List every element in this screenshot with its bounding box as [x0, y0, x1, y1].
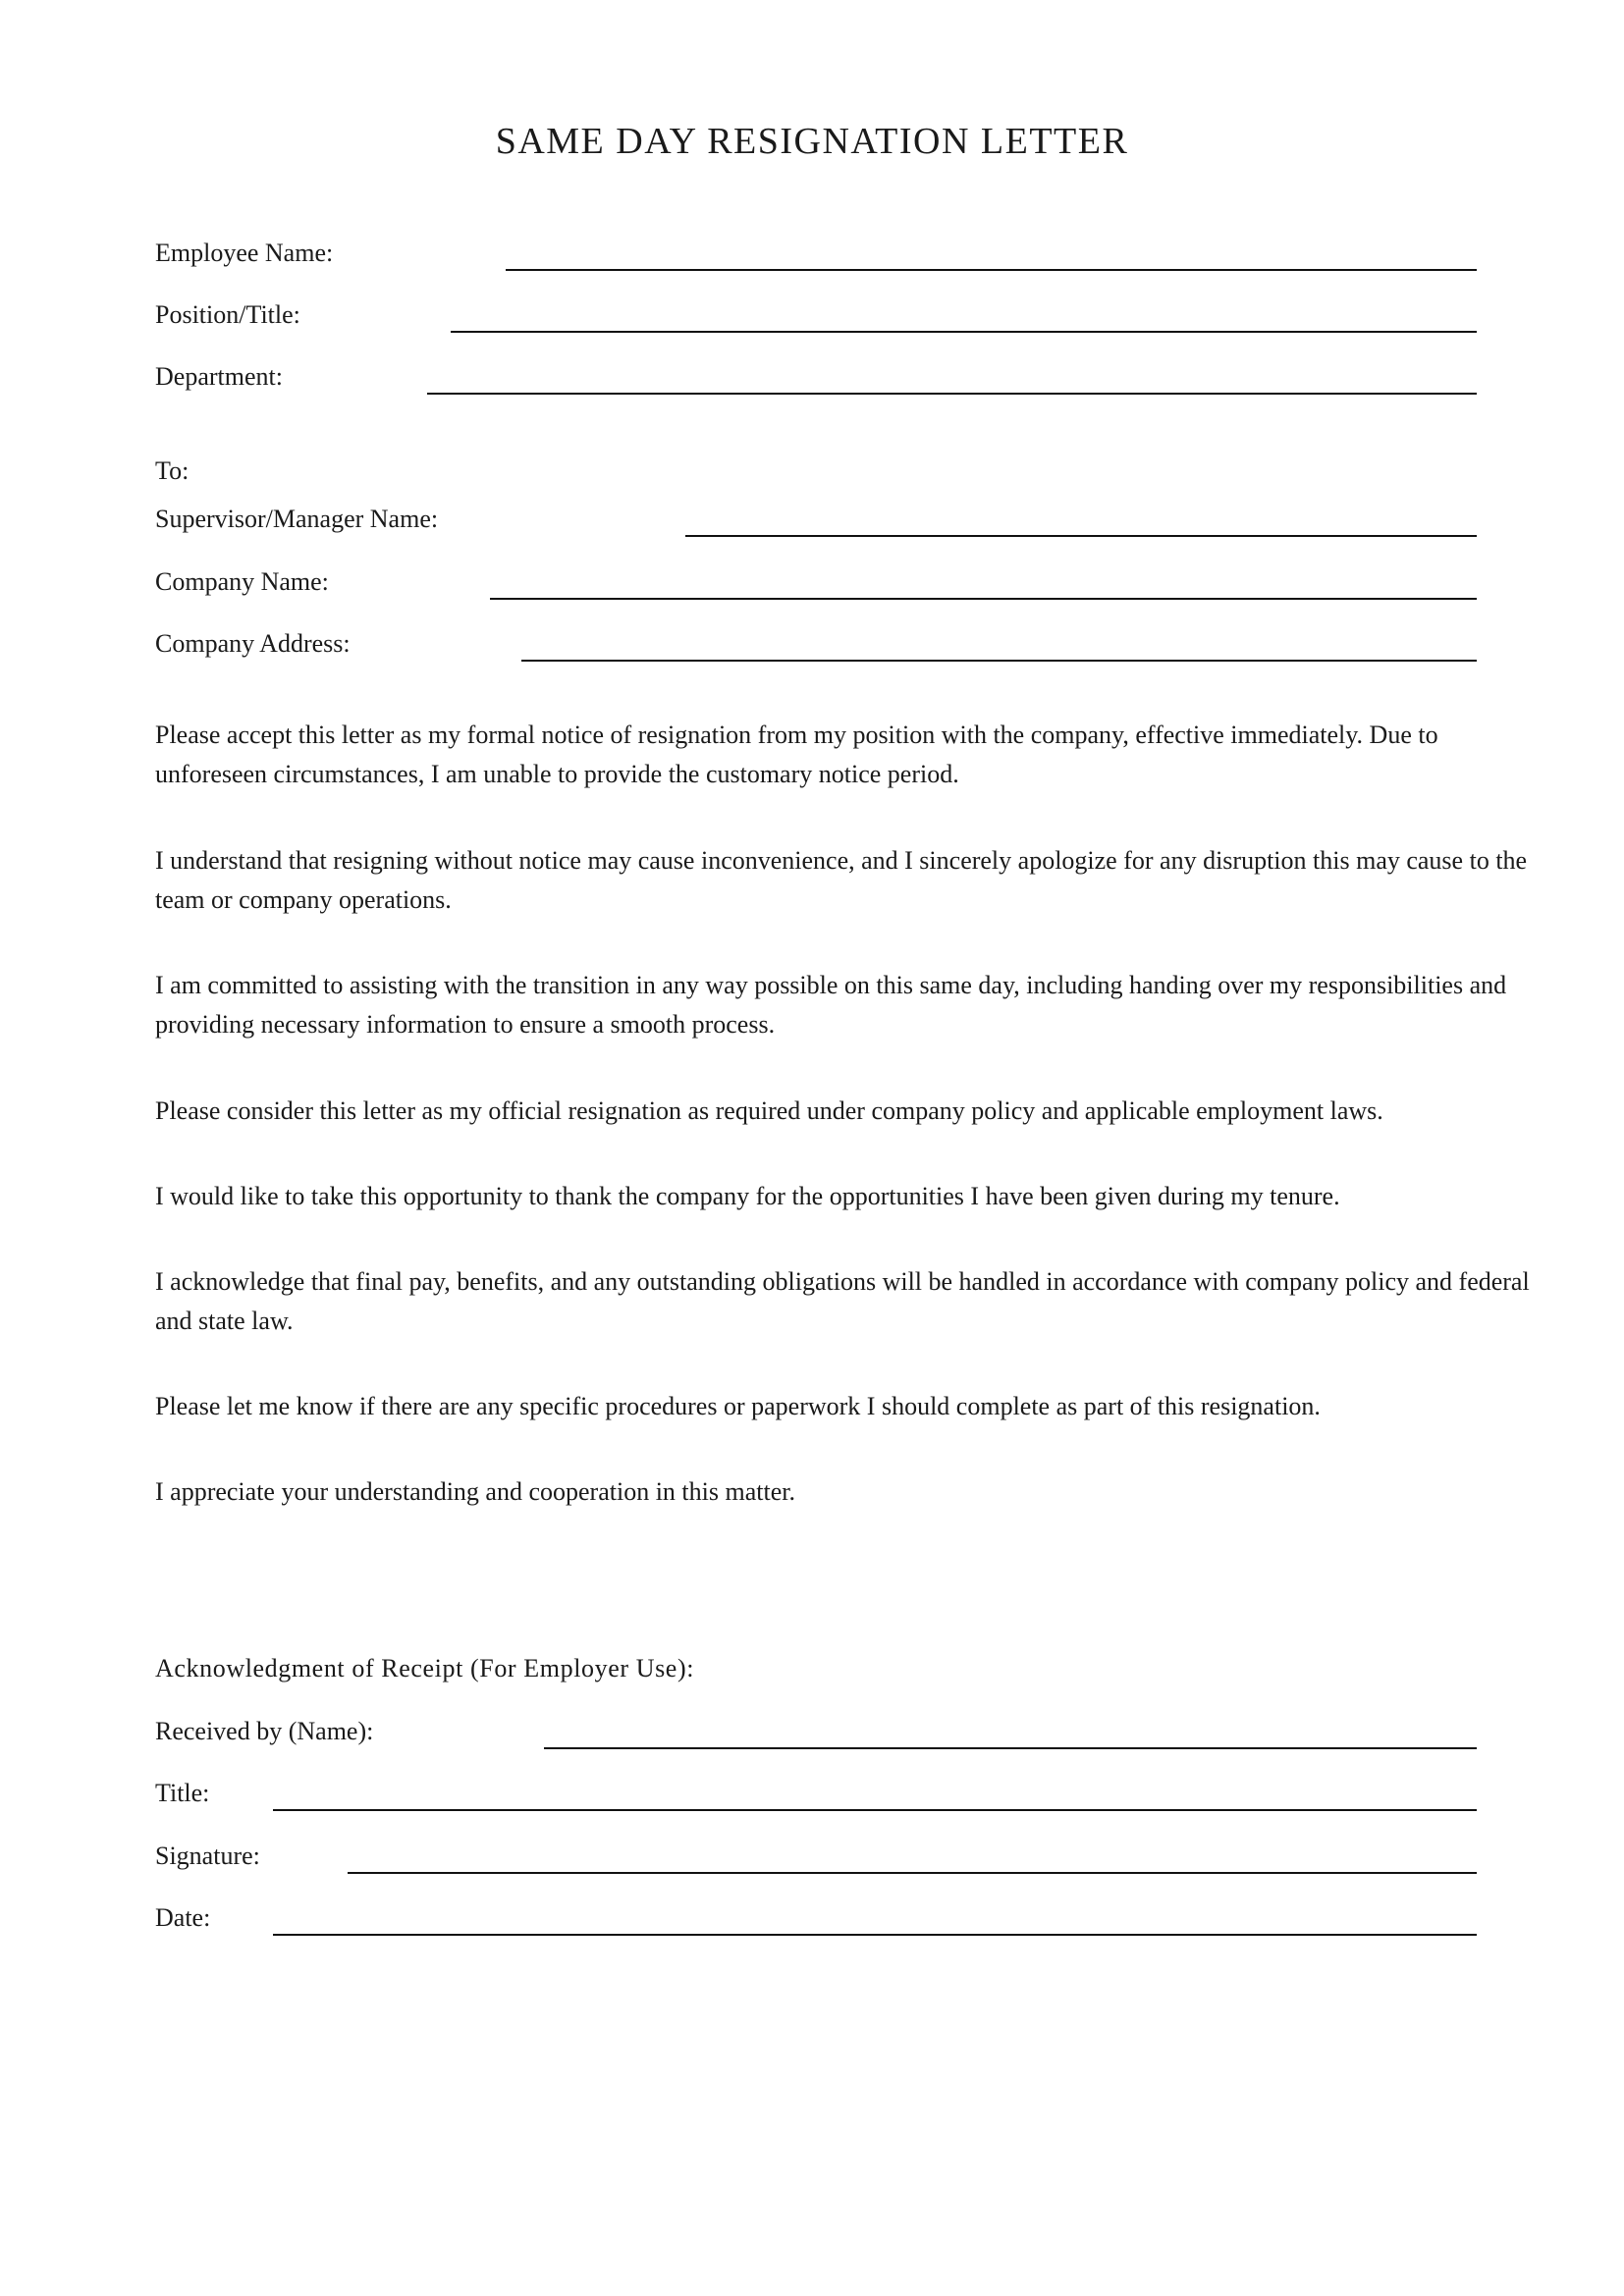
received-by-label: Received by (Name):: [155, 1717, 374, 1745]
ack-title-line[interactable]: [273, 1809, 1477, 1811]
body-paragraph-5: I would like to take this opportunity to thank the company for the opportunities I have been given during my tenure.: [155, 1182, 1340, 1210]
body-paragraph-1: Please accept this letter as my formal notice of resignation from my position with the company, effective immediately. Due to unforeseen circumstances, I am unable to provide the customary notice period.: [155, 721, 1438, 788]
body-paragraph-2: I understand that resigning without notice may cause inconvenience, and I sincerely apologize for any disruption this may cause to the team or company operations.: [155, 846, 1528, 914]
ack-title-field[interactable]: [155, 1776, 1477, 1811]
position-title-label: Position/Title:: [155, 300, 300, 329]
signature-field[interactable]: [155, 1839, 1477, 1874]
body-paragraph-7: Please let me know if there are any specific procedures or paperwork I should complete as part of this resignation.: [155, 1392, 1321, 1420]
company-name-field[interactable]: [155, 564, 1477, 600]
position-title-field[interactable]: [155, 297, 1477, 333]
signature-label: Signature:: [155, 1842, 260, 1870]
supervisor-name-label: Supervisor/Manager Name:: [155, 505, 439, 533]
department-line[interactable]: [427, 393, 1477, 395]
company-name-line[interactable]: [490, 598, 1477, 600]
body-paragraph-6: I acknowledge that final pay, benefits, and any outstanding obligations will be handled in accordance with company policy and federal and state law.: [155, 1267, 1530, 1335]
signature-line[interactable]: [348, 1872, 1477, 1874]
date-label: Date:: [155, 1903, 211, 1932]
department-label: Department:: [155, 362, 283, 391]
body-paragraph-4: Please consider this letter as my official resignation as required under company policy and applicable employment laws.: [155, 1096, 1383, 1125]
to-label: To:: [155, 456, 189, 485]
document-title: SAME DAY RESIGNATION LETTER: [495, 121, 1129, 162]
company-address-field[interactable]: [155, 626, 1477, 662]
date-field[interactable]: [155, 1900, 1477, 1936]
employee-name-field[interactable]: [155, 236, 1477, 271]
body-paragraph-8: I appreciate your understanding and cooperation in this matter.: [155, 1477, 795, 1506]
acknowledgment-heading: Acknowledgment of Receipt (For Employer Use):: [155, 1654, 695, 1682]
position-title-line[interactable]: [451, 331, 1477, 333]
department-field[interactable]: [155, 359, 1477, 395]
employee-name-label: Employee Name:: [155, 239, 334, 267]
supervisor-name-field[interactable]: [155, 502, 1477, 537]
ack-title-label: Title:: [155, 1779, 210, 1807]
body-paragraph-3: I am committed to assisting with the transition in any way possible on this same day, including handing over my responsibilities and providing necessary information to ensure a smooth process.: [155, 971, 1507, 1039]
supervisor-name-line[interactable]: [685, 535, 1477, 537]
employee-name-line[interactable]: [506, 269, 1477, 271]
company-name-label: Company Name:: [155, 567, 329, 596]
received-by-line[interactable]: [544, 1747, 1477, 1749]
company-address-line[interactable]: [521, 660, 1477, 662]
received-by-field[interactable]: [155, 1714, 1477, 1749]
company-address-label: Company Address:: [155, 629, 351, 658]
date-line[interactable]: [273, 1934, 1477, 1936]
